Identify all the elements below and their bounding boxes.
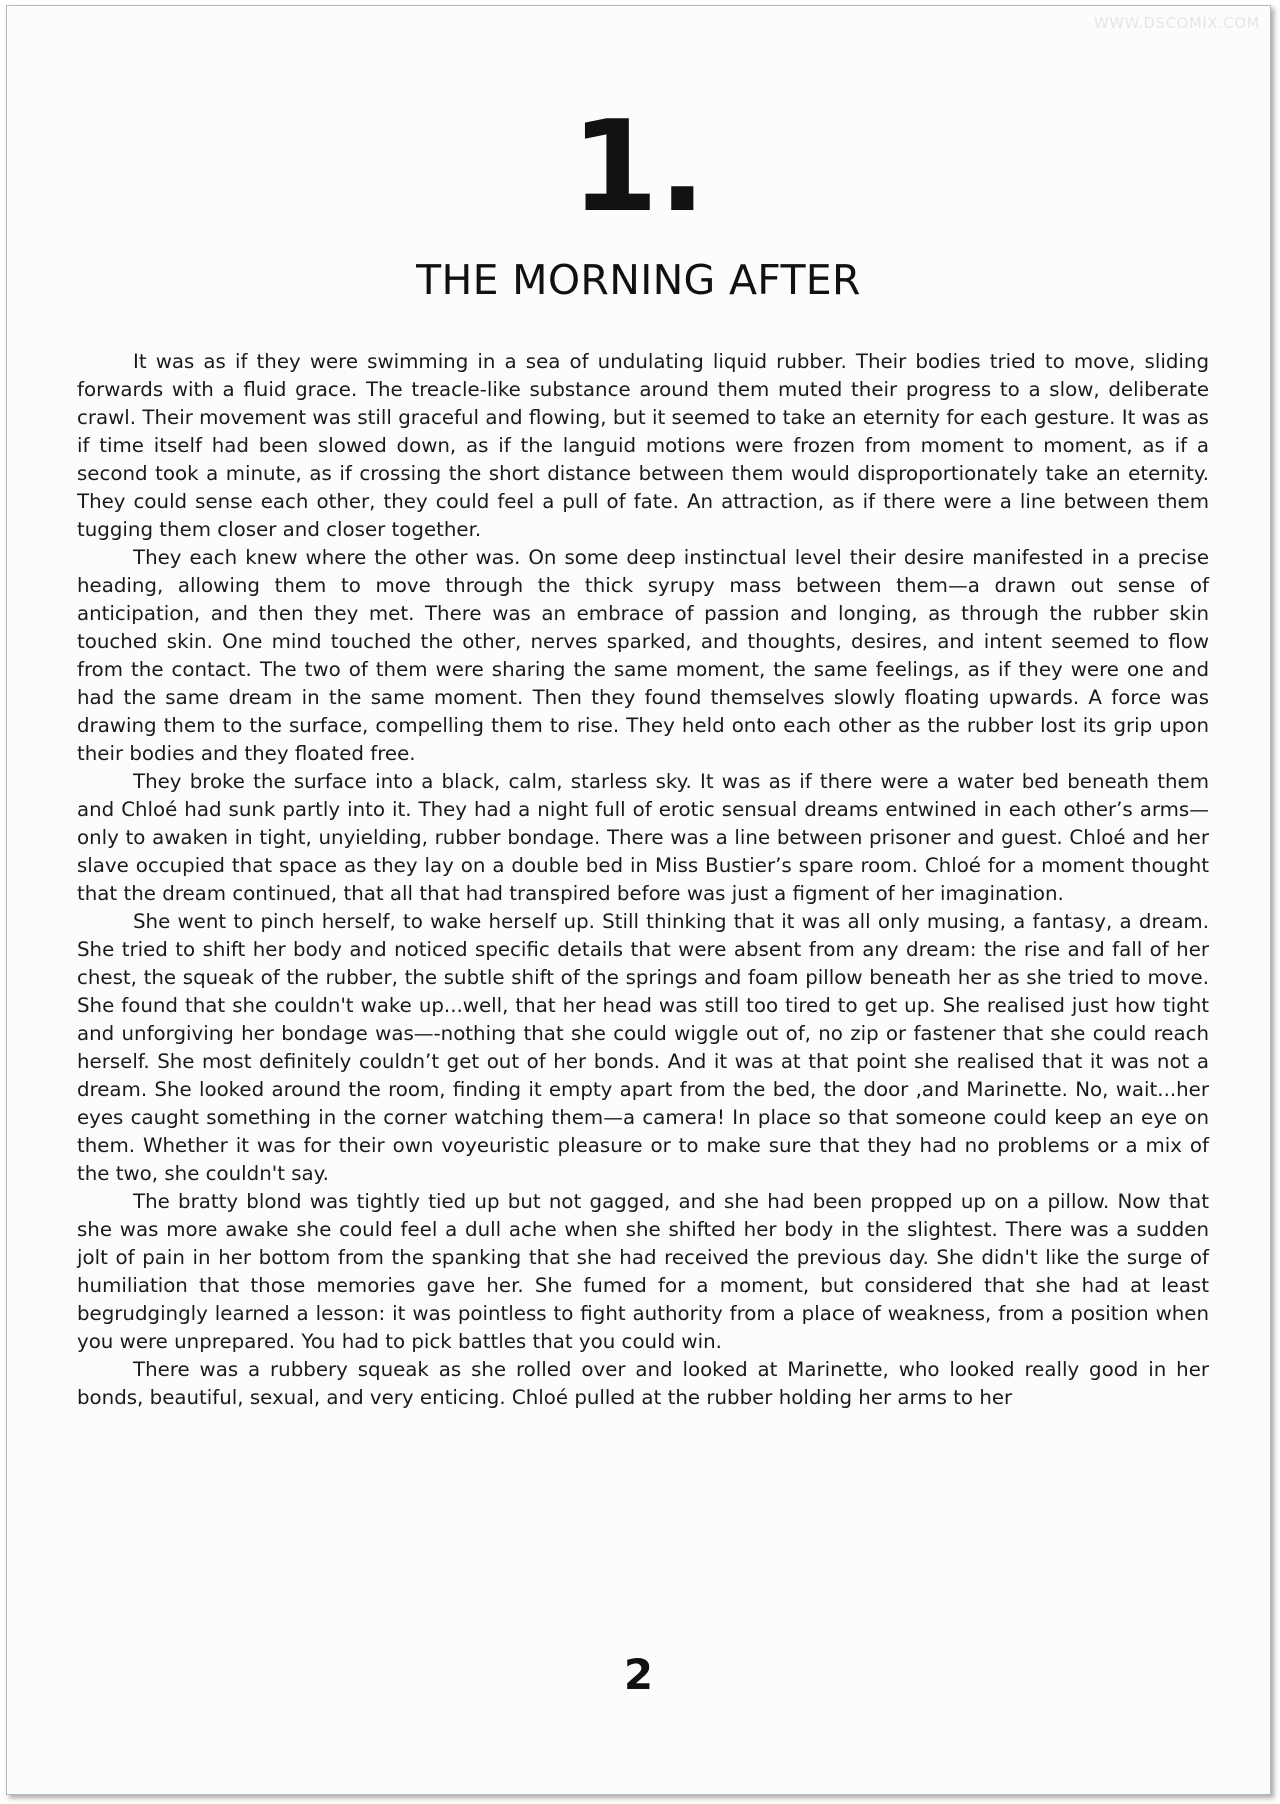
paragraph: They broke the surface into a black, calm, starless sky. It was as if there were a water bed beneath them and Chloé had sunk partly into it. They had a night full of erotic sensual dreams entwined in each other’s arms—only to awaken in tight, unyielding, rubber bondage. There was a line between prisoner and guest. Chloé and her slave occupied that space as they lay on a double bed in Miss Bustier’s spare room. Chloé for a moment thought that the dream continued, that all that had transpired before was just a figment of her imagination. <box>77 770 1209 905</box>
paragraph: There was a rubbery squeak as she rolled over and looked at Marinette, who looked really good in her bonds, beautiful, sexual, and very enticing. Chloé pulled at the rubber holding her arms to her <box>77 1358 1209 1409</box>
paragraph: The bratty blond was tightly tied up but not gagged, and she had been propped up on a pillow. Now that she was more awake she could feel a dull ache when she shifted her body in the slightest. There was a sudden jolt of pain in her bottom from the spanking that she had received the previous day. She didn't like the surge of humiliation that those memories gave her. She fumed for a moment, but considered that she had at least begrudgingly learned a lesson: it was pointless to fight authority from a place of weakness, from a position when you were unprepared. You had to pick battles that you could win. <box>77 1190 1209 1353</box>
paragraph: They each knew where the other was. On some deep instinctual level their desire manifested in a precise heading, allowing them to move through the thick syrupy mass between them—a drawn out sense of anticipation, and then they met. There was an embrace of passion and longing, as through the rubber skin touched skin. One mind touched the other, nerves sparked, and thoughts, desires, and intent seemed to flow from the contact. The two of them were sharing the same moment, the same feelings, as if they were one and had the same dream in the same moment. Then they found themselves slowly floating upwards. A force was drawing them to the surface, compelling them to rise. They held onto each other as the rubber lost its grip upon their bodies and they floated free. <box>77 546 1209 765</box>
site-watermark: WWW.DSCOMIX.COM <box>1093 14 1260 32</box>
chapter-title: THE MORNING AFTER <box>416 256 861 304</box>
book-page <box>6 5 1271 1795</box>
paragraph: She went to pinch herself, to wake herself up. Still thinking that it was all only musing, a fantasy, a dream. She tried to shift her body and noticed specific details that were absent from any dream: the rise and fall of her chest, the squeak of the rubber, the subtle shift of the springs and foam pillow beneath her as she tried to move. She found that she couldn't wake up...well, that her head was still too tired to get up. She realised just how tight and unforgiving her bondage was—-nothing that she could wiggle out of, no zip or fastener that she could reach herself. She most definitely couldn’t get out of her bonds. And it was at that point she realised that it was not a dream. She looked around the room, finding it empty apart from the bed, the door ,and Marinette. No, wait...her eyes caught something in the corner watching them—a camera! In place so that someone could keep an eye on them. Whether it was for their own voyeuristic pleasure or to make sure that they had no problems or a mix of the two, she couldn't say. <box>77 910 1209 1185</box>
page-number: 2 <box>623 1650 654 1699</box>
paragraph: It was as if they were swimming in a sea of undulating liquid rubber. Their bodies tried to move, sliding forwards with a fluid grace. The treacle-like substance around them muted their progress to a slow, deliberate crawl. Their movement was still graceful and flowing, but it seemed to take an eternity for each gesture. It was as if time itself had been slowed down, as if the languid motions were frozen from moment to moment, as if a second took a minute, as if crossing the short distance between them would disproportionately take an eternity. They could sense each other, they could feel a pull of fate. An attraction, as if there were a line between them tugging them closer and closer together. <box>77 350 1209 541</box>
chapter-number: 1. <box>570 93 707 240</box>
chapter-body <box>77 348 1209 1412</box>
